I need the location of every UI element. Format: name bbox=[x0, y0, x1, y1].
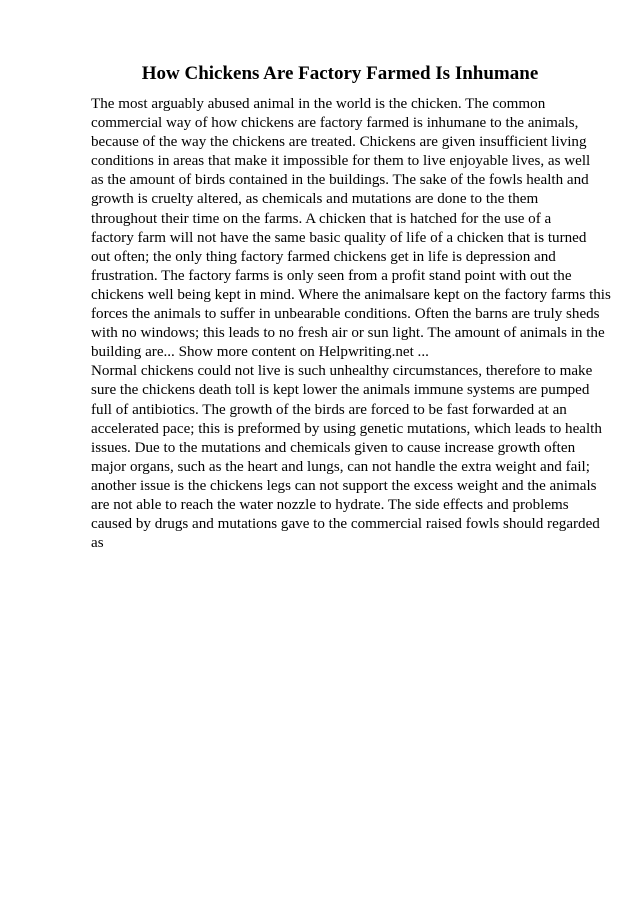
body-line: with no windows; this leads to no fresh air or sun light. The amount of animals in the bbox=[91, 325, 605, 342]
body-line: growth is cruelty altered, as chemicals and mutations are done to the them bbox=[91, 191, 539, 208]
body-line: caused by drugs and mutations gave to the commercial raised fowls should regarded bbox=[91, 516, 600, 533]
document-title: How Chickens Are Factory Farmed Is Inhumane bbox=[141, 63, 539, 84]
body-line: sure the chickens death toll is kept lower the animals immune systems are pumped bbox=[91, 382, 590, 399]
body-line: major organs, such as the heart and lungs, can not handle the extra weight and fail; bbox=[91, 458, 590, 475]
body-line: commercial way of how chickens are factory farmed is inhumane to the animals, bbox=[91, 115, 579, 132]
body-line: as bbox=[91, 535, 104, 552]
document-body bbox=[91, 95, 611, 553]
body-line: as the amount of birds contained in the buildings. The sake of the fowls health and bbox=[91, 172, 589, 189]
body-line: building are... Show more content on Helpwriting.net ... bbox=[91, 344, 429, 361]
body-line: another issue is the chickens legs can not support the excess weight and the animals bbox=[91, 477, 597, 494]
body-line: conditions in areas that make it impossible for them to live enjoyable lives, as well bbox=[91, 153, 591, 170]
body-line: full of antibiotics. The growth of the birds are forced to be fast forwarded at an bbox=[91, 401, 567, 418]
body-line: forces the animals to suffer in unbearable conditions. Often the barns are truly sheds bbox=[91, 306, 600, 323]
body-line: because of the way the chickens are treated. Chickens are given insufficient living bbox=[91, 134, 587, 151]
body-line: are not able to reach the water nozzle to hydrate. The side effects and problems bbox=[91, 496, 569, 513]
body-line: Normal chickens could not live is such unhealthy circumstances, therefore to make bbox=[91, 363, 593, 380]
body-line: The most arguably abused animal in the world is the chicken. The common bbox=[91, 96, 546, 112]
body-line: issues. Due to the mutations and chemicals given to cause increase growth often bbox=[91, 439, 576, 456]
body-line: chickens well being kept in mind. Where the animalsare kept on the factory farms this bbox=[91, 286, 611, 303]
body-line: accelerated pace; this is preformed by using genetic mutations, which leads to health bbox=[91, 420, 602, 437]
body-line: factory farm will not have the same basic quality of life of a chicken that is turned bbox=[91, 229, 587, 246]
body-line: frustration. The factory farms is only seen from a profit stand point with out the bbox=[91, 267, 572, 284]
body-line: out often; the only thing factory farmed chickens get in life is depression and bbox=[91, 248, 556, 265]
body-line: throughout their time on the farms. A chicken that is hatched for the use of a bbox=[91, 210, 552, 227]
